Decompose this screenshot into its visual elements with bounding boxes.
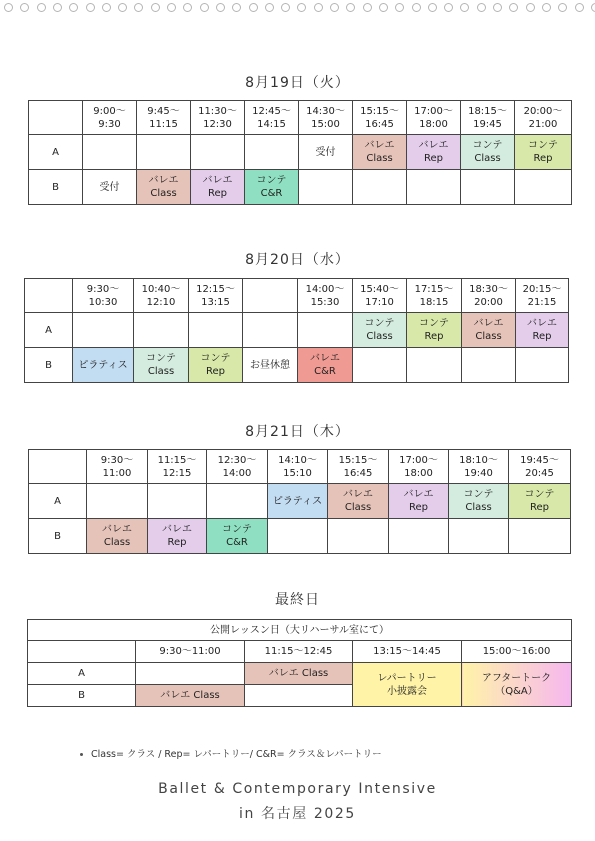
empty-cell — [449, 519, 509, 554]
session-cell: コンテ Class — [134, 348, 189, 383]
binder-ring-icon — [526, 3, 535, 12]
binder-ring-icon — [591, 3, 595, 12]
group-label-b: B — [29, 519, 87, 554]
session-cell: バレエ Class — [353, 135, 407, 170]
binder-ring-icon — [86, 3, 95, 12]
binder-ring-icon — [151, 3, 160, 12]
binder-ring-icon — [265, 3, 274, 12]
day2-schedule-table — [24, 278, 569, 383]
binder-ring-icon — [542, 3, 551, 12]
time-slot-header: 14:10～ 15:10 — [268, 450, 328, 484]
binder-ring-icon — [346, 3, 355, 12]
session-cell: コンテ Class — [353, 313, 407, 348]
final-ballet-class-b: バレエ Class — [136, 685, 245, 707]
group-label-b: B — [29, 170, 83, 205]
binder-ring-icon — [412, 3, 421, 12]
empty-cell — [407, 348, 462, 383]
day1-schedule-table — [28, 100, 572, 205]
legend — [80, 746, 382, 760]
day3-title: 8月21日（木） — [245, 424, 350, 440]
session-cell: バレエ Rep — [389, 484, 449, 519]
binder-ring-icon — [493, 3, 502, 12]
binder-ring-icon — [102, 3, 111, 12]
time-slot-header: 20:15～ 21:15 — [516, 279, 569, 313]
binder-ring-icon — [281, 3, 290, 12]
empty-cell — [137, 135, 191, 170]
binder-ring-icon — [134, 3, 143, 12]
final-ballet-class-a: バレエ Class — [245, 663, 353, 685]
binder-ring-icon — [216, 3, 225, 12]
binder-ring-icon — [200, 3, 209, 12]
time-slot-header: 14:30～ 15:00 — [299, 101, 353, 135]
empty-cell — [191, 135, 245, 170]
empty-cell — [268, 519, 328, 554]
empty-cell — [328, 519, 389, 554]
empty-cell — [73, 313, 134, 348]
binder-rings — [0, 0, 595, 18]
binder-ring-icon — [53, 3, 62, 12]
time-slot-header: 12:45～ 14:15 — [245, 101, 299, 135]
time-slot-header: 18:10～ 19:40 — [449, 450, 509, 484]
empty-cell — [189, 313, 243, 348]
binder-ring-icon — [314, 3, 323, 12]
time-slot-header: 12:30～ 14:00 — [207, 450, 268, 484]
time-slot-header: 15:40～ 17:10 — [353, 279, 407, 313]
footer-line-1: Ballet & Contemporary Intensive — [158, 781, 437, 797]
day2-title: 8月20日（水） — [245, 252, 350, 268]
session-cell: バレエ Rep — [407, 135, 461, 170]
binder-ring-icon — [118, 3, 127, 12]
binder-ring-icon — [167, 3, 176, 12]
final-after-talk: アフタートーク （Q&A） — [462, 663, 572, 707]
session-cell: バレエ Class — [462, 313, 516, 348]
group-label-b: B — [25, 348, 73, 383]
binder-ring-icon — [444, 3, 453, 12]
binder-ring-icon — [395, 3, 404, 12]
binder-ring-icon — [232, 3, 241, 12]
group-label-a: A — [29, 135, 83, 170]
binder-ring-icon — [558, 3, 567, 12]
session-cell: コンテ C&R — [207, 519, 268, 554]
binder-ring-icon — [20, 3, 29, 12]
session-cell: コンテ Rep — [407, 313, 462, 348]
corner-cell — [25, 279, 73, 313]
empty-cell — [207, 484, 268, 519]
final-empty-cell — [136, 663, 245, 685]
empty-cell — [87, 484, 148, 519]
binder-ring-icon — [575, 3, 584, 12]
empty-cell — [243, 313, 298, 348]
final-time-cell: 15:00～16:00 — [462, 641, 572, 663]
day3-schedule-table — [28, 449, 571, 554]
empty-cell — [298, 313, 353, 348]
time-slot-header: 10:40～ 12:10 — [134, 279, 189, 313]
time-slot-header: 19:45～ 20:45 — [509, 450, 571, 484]
corner-cell — [29, 450, 87, 484]
binder-ring-icon — [363, 3, 372, 12]
final-time-cell: 11:15～12:45 — [245, 641, 353, 663]
session-cell: コンテ C&R — [245, 170, 299, 205]
session-cell: バレエ Class — [328, 484, 389, 519]
bullet-icon — [80, 753, 83, 756]
empty-cell — [353, 170, 407, 205]
time-slot-header: 18:15～ 19:45 — [461, 101, 515, 135]
session-cell: バレエ C&R — [298, 348, 353, 383]
legend-text: Class= クラス / Rep= レパートリー/ C&R= クラス＆レパートリー — [91, 749, 382, 760]
binder-ring-icon — [379, 3, 388, 12]
group-label-a: A — [29, 484, 87, 519]
session-cell: コンテ Class — [449, 484, 509, 519]
time-slot-header: 20:00～ 21:00 — [515, 101, 572, 135]
final-row-label-b: B — [28, 685, 136, 707]
day1-title: 8月19日（火） — [245, 75, 350, 91]
binder-ring-icon — [69, 3, 78, 12]
binder-ring-icon — [297, 3, 306, 12]
session-cell: コンテ Class — [461, 135, 515, 170]
empty-cell — [148, 484, 207, 519]
final-header: 公開レッスン日（大リハーサル室にて） — [28, 620, 572, 641]
final-row-label-a: A — [28, 663, 136, 685]
empty-cell — [389, 519, 449, 554]
time-slot-header: 9:30～ 11:00 — [87, 450, 148, 484]
footer-line-2: in 名古屋 2025 — [239, 806, 356, 822]
session-cell: コンテ Rep — [189, 348, 243, 383]
session-cell: コンテ Rep — [515, 135, 572, 170]
time-slot-header — [243, 279, 298, 313]
final-empty-cell — [245, 685, 353, 707]
time-slot-header: 12:15～ 13:15 — [189, 279, 243, 313]
session-cell: ピラティス — [73, 348, 134, 383]
final-time-cell: 9:30～11:00 — [136, 641, 245, 663]
empty-cell — [134, 313, 189, 348]
final-corner-cell — [28, 641, 136, 663]
binder-ring-icon — [4, 3, 13, 12]
session-cell: バレエ Class — [137, 170, 191, 205]
binder-ring-icon — [509, 3, 518, 12]
session-cell: コンテ Rep — [509, 484, 571, 519]
empty-cell — [509, 519, 571, 554]
session-cell: バレエ Rep — [148, 519, 207, 554]
empty-cell — [245, 135, 299, 170]
time-slot-header: 9:00～ 9:30 — [83, 101, 137, 135]
time-slot-header: 15:15～ 16:45 — [353, 101, 407, 135]
binder-ring-icon — [477, 3, 486, 12]
session-cell: お昼休憩 — [243, 348, 298, 383]
corner-cell — [29, 101, 83, 135]
binder-ring-icon — [249, 3, 258, 12]
final-time-cell: 13:15～14:45 — [353, 641, 462, 663]
time-slot-header: 9:30～ 10:30 — [73, 279, 134, 313]
binder-ring-icon — [37, 3, 46, 12]
empty-cell — [515, 170, 572, 205]
time-slot-header: 11:30～ 12:30 — [191, 101, 245, 135]
group-label-a: A — [25, 313, 73, 348]
time-slot-header: 15:15～ 16:45 — [328, 450, 389, 484]
empty-cell — [407, 170, 461, 205]
final-day-table — [27, 619, 572, 707]
binder-ring-icon — [428, 3, 437, 12]
session-cell: バレエ Rep — [191, 170, 245, 205]
empty-cell — [299, 170, 353, 205]
session-cell: 受付 — [299, 135, 353, 170]
session-cell: バレエ Rep — [516, 313, 569, 348]
time-slot-header: 17:00～ 18:00 — [389, 450, 449, 484]
binder-ring-icon — [460, 3, 469, 12]
empty-cell — [462, 348, 516, 383]
empty-cell — [353, 348, 407, 383]
session-cell: バレエ Class — [87, 519, 148, 554]
time-slot-header: 9:45～ 11:15 — [137, 101, 191, 135]
binder-ring-icon — [183, 3, 192, 12]
time-slot-header: 11:15～ 12:15 — [148, 450, 207, 484]
final-rep-showcase: レパートリー 小披露会 — [353, 663, 462, 707]
empty-cell — [83, 135, 137, 170]
time-slot-header: 18:30～ 20:00 — [462, 279, 516, 313]
final-day-title: 最終日 — [275, 592, 320, 608]
time-slot-header: 14:00～ 15:30 — [298, 279, 353, 313]
session-cell: 受付 — [83, 170, 137, 205]
binder-ring-icon — [330, 3, 339, 12]
empty-cell — [461, 170, 515, 205]
empty-cell — [516, 348, 569, 383]
time-slot-header: 17:15～ 18:15 — [407, 279, 462, 313]
session-cell: ピラティス — [268, 484, 328, 519]
time-slot-header: 17:00～ 18:00 — [407, 101, 461, 135]
